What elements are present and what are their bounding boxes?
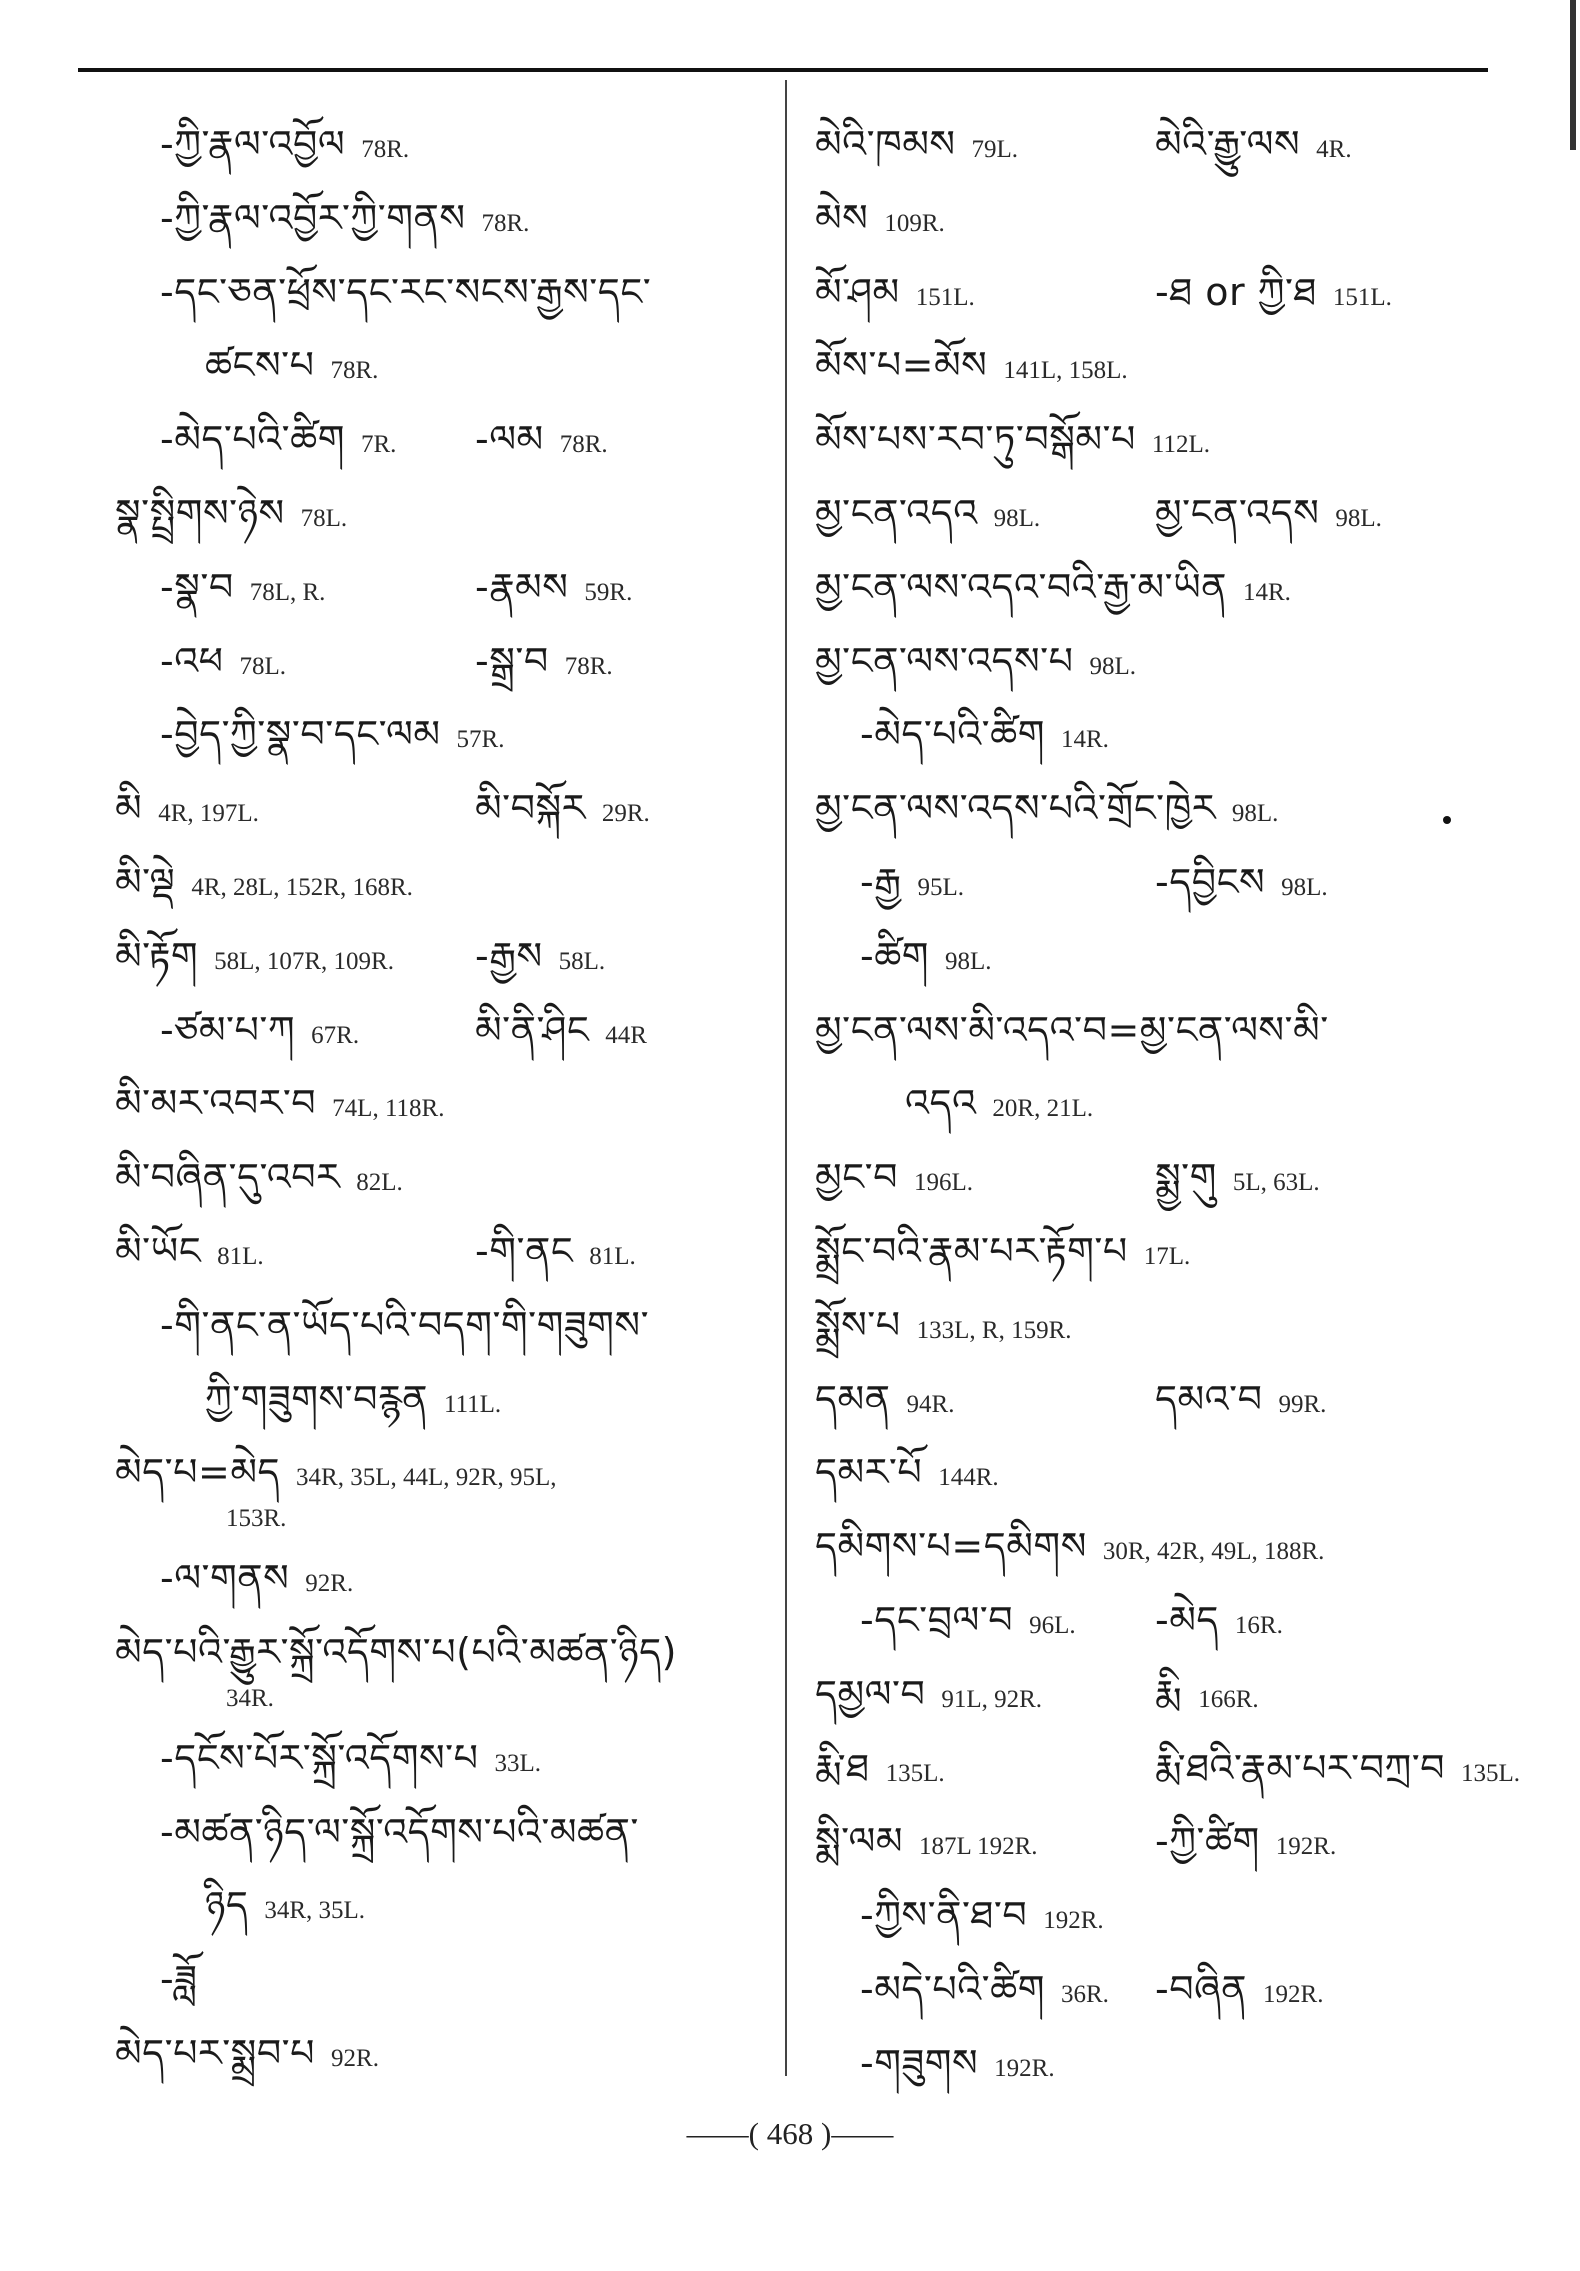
entry-reference: 5L, 63L. (1232, 1169, 1320, 1197)
entry-reference: 7R. (360, 431, 397, 459)
page-number: ——( 468 )—— (686, 2116, 894, 2151)
entry-main (860, 846, 964, 927)
entry-main (815, 329, 1128, 410)
entry-reference: 109R. (884, 209, 945, 237)
entry-reference: 67R. (311, 1021, 360, 1049)
entry-term: འདའ (905, 1081, 977, 1126)
entry-reference: 57R. (456, 726, 505, 754)
entry-main (815, 1363, 954, 1444)
entry-term: ཚངས་པ (205, 343, 315, 388)
entry-reference: 74L, 118R. (332, 1095, 445, 1123)
entry-term: མྱ་ངན་ལས་འདས་པ (815, 638, 1074, 683)
index-entry (115, 1672, 775, 1714)
entry-term: མི་ནི་ཤིང (475, 1007, 590, 1052)
entry-reference: 98L. (1281, 873, 1328, 901)
index-entry (815, 994, 1515, 1068)
entry-term: སྨྲོང་བའི་རྣམ་པར་རྟོག་པ (815, 1228, 1128, 1273)
entry-secondary (1155, 108, 1352, 189)
entry-term: -རྣམས (475, 564, 569, 609)
index-entry (115, 1722, 775, 1796)
entry-main (115, 846, 413, 927)
entry-term: མྱང་བ (815, 1155, 898, 1200)
entry-term: མྱ་ངན་འདས (1155, 490, 1320, 535)
entry-term: -ལམ (475, 417, 544, 462)
entry-term: -ཟློ (160, 1957, 198, 2002)
entry-term: -མདེ་པའི་ཚིག (860, 1966, 1045, 2011)
entry-term: མྱ་ངན་ལས་མི་འདའ་བ=མྱ་ངན་ལས་མི་ (815, 1007, 1329, 1052)
entry-reference: 98L. (1335, 504, 1382, 532)
entry-main (160, 698, 504, 779)
entry-reference: 82L. (356, 1169, 403, 1197)
entry-reference: 16R. (1234, 1611, 1283, 1639)
entry-term: -གི་ནང (475, 1228, 574, 1273)
entry-term: -རྒྱས (475, 933, 543, 978)
entry-term: -བཞིན (1155, 1966, 1248, 2011)
index-entry (815, 1732, 1521, 1806)
entry-term: མི་རྟོག (115, 933, 199, 978)
entry-main (115, 772, 259, 853)
entry-secondary (1155, 846, 1328, 927)
entry-reference: 78L, R. (249, 578, 326, 606)
entry-reference: 59R. (584, 578, 633, 606)
entry-reference: 98L. (945, 947, 992, 975)
entry-term: དམར་པོ (815, 1450, 923, 1495)
entry-main (115, 1141, 403, 1222)
index-entry (115, 182, 775, 256)
entry-secondary (1155, 477, 1382, 558)
entry-main (815, 551, 1291, 632)
entry-reference: 196L. (913, 1169, 973, 1197)
index-entry (815, 551, 1515, 625)
index-entry (815, 625, 1515, 699)
entry-secondary (1155, 1953, 1323, 2034)
entry-main (815, 182, 945, 263)
entry-secondary (475, 994, 647, 1075)
entry-secondary (475, 1215, 636, 1296)
entry-secondary (1155, 1658, 1259, 1739)
entry-main (160, 994, 359, 1075)
index-entry (115, 1067, 775, 1141)
entry-main (115, 920, 394, 1001)
entry-reference: 98L. (1089, 652, 1137, 680)
index-entry (115, 108, 775, 182)
entry-term: མྱ་ངན་ལས་འདས་པའི་གྲོང་ཁྱེར (815, 786, 1216, 831)
entry-reference: 78L. (239, 652, 287, 680)
entry-reference: 96L. (1029, 1611, 1076, 1639)
entry-secondary (475, 551, 632, 632)
entry-term: སྨྱ་གུ (1155, 1155, 1217, 1200)
entry-reference: 166R. (1198, 1685, 1259, 1713)
entry-secondary (1155, 256, 1392, 337)
entry-term: -ཚིག (860, 933, 930, 978)
entry-reference: 14R. (1242, 578, 1291, 606)
entry-main (815, 403, 1210, 484)
entry-main (160, 1943, 213, 2024)
entry-reference: 151L. (1332, 283, 1392, 311)
index-entry (115, 625, 775, 699)
entry-term: -སྣ་བ (160, 564, 234, 609)
page-edge-mark (1570, 0, 1576, 150)
entry-main (160, 1542, 353, 1623)
entry-reference: 78R. (559, 431, 608, 459)
entry-secondary (475, 625, 613, 706)
index-entry (115, 1542, 775, 1616)
entry-main (815, 994, 1345, 1075)
entry-reference: 91L, 92R. (941, 1685, 1043, 1713)
entry-reference: 192R. (1043, 1907, 1104, 1935)
entry-term: -ཀྱི་ཚིག (1155, 1819, 1260, 1864)
entry-main (815, 1805, 1038, 1886)
entry-main (160, 108, 409, 189)
entry-term: སྨི་ལམ (815, 1819, 903, 1864)
entry-term: དམྱལ་བ (815, 1671, 926, 1716)
entry-term: མི་མར་འབར་བ (115, 1081, 317, 1126)
entry-main (905, 1067, 1093, 1148)
entry-main (815, 1658, 1042, 1739)
entry-term: -མེད་པའི་ཚིག (160, 417, 345, 462)
entry-reference: 192R. (1263, 1980, 1324, 2008)
entry-term: མེའི་ཁམས (815, 122, 956, 166)
entry-reference: 29R. (601, 800, 650, 828)
entry-term: -མེད (1155, 1597, 1219, 1642)
entry-term: མི (115, 786, 143, 831)
entry-term: -ཀྱི་རྣལ་འབྱོར་ཀྱི་གནས (160, 195, 466, 240)
entry-reference: 78L. (300, 504, 348, 532)
index-entry (815, 477, 1515, 551)
index-entry (115, 329, 775, 403)
entry-main (205, 1363, 501, 1444)
entry-secondary (475, 403, 608, 484)
left-column (115, 108, 775, 2091)
entry-term: -གཟུགས (860, 2040, 979, 2085)
index-entry (815, 1879, 1515, 1953)
entry-main (815, 477, 1040, 558)
entry-term: -ཐ or ཀྱི་ཐ (1155, 269, 1317, 314)
index-entry (115, 772, 775, 846)
index-entry (115, 846, 775, 920)
index-entry (115, 1289, 775, 1363)
entry-reference: 78R. (361, 136, 410, 163)
entry-secondary (1155, 1363, 1326, 1444)
index-entry (815, 772, 1515, 846)
entry-term: མི་ལྡེ (115, 859, 176, 904)
entry-main (160, 1289, 665, 1370)
entry-term: མྱ་ངན་འདའ (815, 490, 978, 535)
index-entry (815, 403, 1515, 477)
entry-reference: 135L. (1461, 1759, 1521, 1787)
entry-term: -དངོས་པོར་སྐྲོ་འདོགས་པ (160, 1735, 479, 1780)
entry-term: -སྒྲ་བ (475, 638, 549, 683)
entry-main (860, 920, 992, 1001)
index-entry (115, 1796, 775, 1870)
entry-main (160, 403, 396, 484)
entry-reference: 144R. (938, 1464, 999, 1492)
entry-reference: 94R. (906, 1390, 955, 1418)
entry-term: -མེད་པའི་ཚིག (860, 712, 1045, 757)
index-entry (815, 1289, 1515, 1363)
index-entry (815, 2027, 1515, 2101)
index-entry (815, 1141, 1515, 1215)
index-entry (815, 1584, 1515, 1658)
entry-reference: 133L, R, 159R. (916, 1316, 1072, 1344)
entry-main (115, 1067, 444, 1148)
entry-reference: 4R, 28L, 152R, 168R. (191, 873, 413, 901)
entry-reference: 111L. (444, 1390, 502, 1418)
index-entry (115, 920, 775, 994)
entry-reference: 34R, 35L. (264, 1897, 366, 1925)
entry-term: ཀྱི་གཟུགས་བརྙན (205, 1376, 429, 1421)
entry-term: དམན (815, 1376, 891, 1421)
entry-reference: 58L. (558, 947, 606, 975)
entry-secondary (475, 772, 650, 853)
entry-term: མེས (815, 195, 869, 240)
index-entry (815, 1805, 1515, 1879)
entry-reference: 98L. (1231, 800, 1279, 828)
entry-term: མེའི་རྒྱུ་ལས (1155, 122, 1301, 166)
entry-reference: 141L, 158L. (1003, 357, 1128, 385)
entry-reference: 187L 192R. (919, 1833, 1038, 1861)
entry-term: -གི་ནང་ན་ཡོད་པའི་བདག་གི་གཟུགས་ (160, 1302, 650, 1347)
index-entry (115, 477, 775, 551)
index-entry (115, 1141, 775, 1215)
entry-term: ཉིད (205, 1883, 249, 1928)
entry-reference: 79L. (971, 136, 1019, 163)
index-entry (115, 403, 775, 477)
entry-term: -ཀྱིས་ནི་ཐ་བ (860, 1893, 1028, 1938)
entry-main (205, 1869, 365, 1950)
index-entry (815, 1953, 1515, 2027)
entry-main (205, 329, 378, 410)
entry-main (160, 551, 325, 632)
entry-reference: 92R. (331, 2044, 379, 2072)
entry-term: -བྱེད་ཀྱི་སྣ་བ་དང་ལམ (160, 712, 441, 757)
entry-secondary (475, 920, 605, 1001)
entry-main (815, 772, 1278, 853)
entry-secondary (1155, 1732, 1520, 1813)
entry-reference: 4R. (1316, 136, 1352, 163)
entry-reference: 78R. (481, 209, 530, 237)
entry-reference: 14R. (1060, 726, 1109, 754)
entry-secondary (1155, 1141, 1320, 1222)
entry-main (815, 1141, 973, 1222)
entry-term: མོས་པས་རབ་ཏུ་བསྒོམ་པ (815, 417, 1136, 462)
index-entry (815, 1067, 1515, 1141)
entry-reference: 98L. (993, 504, 1041, 532)
entry-reference: 30R, 42R, 49L, 188R. (1102, 1538, 1325, 1566)
entry-secondary (1155, 1805, 1336, 1886)
entry-reference: 81L. (217, 1242, 264, 1270)
entry-term: སྣ་སྤྲིགས་ཉེས (115, 490, 285, 535)
entry-term: -དང་བྲལ་བ (860, 1597, 1014, 1642)
entry-term: མི་བསྐོར (475, 786, 586, 831)
entry-main (815, 108, 1018, 189)
entry-main (860, 2027, 1055, 2108)
entry-term: མི་བཞིན་དུ་འབར (115, 1155, 341, 1200)
entry-term: -དབྱིངས (1155, 859, 1266, 904)
index-entry (815, 1510, 1515, 1584)
index-entry (115, 551, 775, 625)
index-entry (815, 698, 1515, 772)
index-entry (115, 1943, 775, 2017)
entry-reference: 58L, 107R, 109R. (214, 947, 394, 975)
entry-reference: 78R. (564, 652, 613, 680)
entry-main (815, 625, 1136, 706)
entry-term: རྨི་ཐ (815, 1745, 870, 1790)
index-entry (115, 698, 775, 772)
entry-main (815, 1215, 1190, 1296)
entry-main (815, 1732, 945, 1813)
index-entry (115, 1215, 775, 1289)
entry-main (115, 477, 347, 558)
index-entry (115, 994, 775, 1068)
entry-main (815, 1289, 1072, 1370)
entry-reference: 36R. (1060, 1980, 1109, 2008)
entry-term: མི་ཡོང (115, 1228, 202, 1273)
index-entry (815, 1658, 1515, 1732)
entry-reference: 95L. (917, 873, 964, 901)
entry-term: -ཀྱི་རྣལ་འབྱོལ (160, 122, 346, 166)
header-rule (78, 68, 1488, 72)
index-entry (115, 256, 775, 330)
entry-main (160, 256, 667, 337)
entry-term: མེད་པར་སྨྲབ་པ (115, 2030, 316, 2075)
entry-main (860, 1953, 1109, 2034)
entry-reference: 192R. (994, 2054, 1055, 2082)
index-entry (115, 1492, 775, 1534)
entry-main (115, 2017, 379, 2098)
index-entry (815, 1436, 1515, 1510)
index-entry (115, 2017, 775, 2091)
entry-term: རྨི་ཐའི་རྣམ་པར་བཀྲ་བ (1155, 1745, 1446, 1790)
entry-main (815, 256, 975, 337)
entry-reference: 20R, 21L. (992, 1095, 1094, 1123)
entry-main (860, 1879, 1104, 1960)
entry-main (860, 698, 1109, 779)
right-column (815, 108, 1521, 2101)
index-entry (815, 329, 1515, 403)
entry-term: མེད་པ=མེད (115, 1450, 281, 1495)
entry-main (210, 1672, 274, 1722)
entry-reference: 17L. (1143, 1242, 1191, 1270)
index-entry (815, 920, 1515, 994)
entry-main (160, 625, 286, 706)
entry-reference: 78R. (330, 357, 379, 385)
entry-term: མོ་ཤམ (815, 269, 900, 314)
entry-main (160, 1796, 655, 1877)
entry-main (160, 1722, 541, 1803)
entry-main (815, 1436, 999, 1517)
entry-reference: 151L. (915, 283, 975, 311)
entry-main (815, 1510, 1324, 1591)
entry-term: མྱ་ངན་ལས་འདའ་བའི་རྒྱ་མ་ཡིན (815, 564, 1227, 609)
entry-reference: 192R. (1275, 1833, 1337, 1861)
entry-main (160, 182, 529, 263)
column-divider (785, 80, 787, 2076)
entry-secondary (1155, 1584, 1283, 1665)
entry-term: -མཚན་ཉིད་ལ་སྐྲོ་འདོགས་པའི་མཚན་ (160, 1809, 639, 1854)
entry-term: -ལ་གནས (160, 1556, 290, 1601)
entry-term: དམའ་བ (1155, 1376, 1263, 1421)
entry-term: མེད་པའི་རྒྱུར་སྐྲོ་འདོགས་པ(པའི་མཚན་ཉིད) (115, 1629, 677, 1674)
index-entry (815, 108, 1515, 182)
entry-term: -རྒྱ (860, 859, 902, 904)
entry-reference: 34R. (226, 1684, 274, 1712)
index-entry (815, 182, 1515, 256)
index-entry (815, 1215, 1515, 1289)
index-entry (815, 1363, 1515, 1437)
entry-reference: 135L. (885, 1759, 945, 1787)
entry-reference: 153R. (226, 1505, 287, 1533)
index-entry (115, 1363, 775, 1437)
entry-term: མོས་པ=མོས (815, 343, 988, 388)
entry-term: -འཕ (160, 638, 224, 683)
entry-term: -དང་ཅན་ཕྲོས་དང་རང་སངས་རྒྱས་དང་ (160, 269, 652, 314)
entry-main (860, 1584, 1076, 1665)
entry-reference: 4R, 197L. (158, 800, 259, 828)
entry-reference: 33L. (494, 1749, 541, 1777)
index-entry (815, 846, 1515, 920)
entry-term: སྨྲོས་པ (815, 1302, 901, 1347)
entry-reference: 81L. (589, 1242, 636, 1270)
index-entry (815, 256, 1515, 330)
entry-term: -ཙམ་པ་ཀ (160, 1007, 296, 1052)
entry-reference: 99R. (1278, 1390, 1327, 1418)
entry-reference: 112L. (1151, 431, 1210, 459)
entry-reference: 34R, 35L, 44L, 92R, 95L, (296, 1464, 557, 1492)
entry-term: རྨི (1155, 1671, 1183, 1716)
entry-term: དམིགས་པ=དམིགས (815, 1524, 1087, 1569)
index-entry (115, 1869, 775, 1943)
entry-main (210, 1492, 286, 1542)
entry-reference: 44R (605, 1021, 647, 1049)
entry-reference: 92R. (305, 1570, 354, 1598)
entry-main (115, 1215, 264, 1296)
